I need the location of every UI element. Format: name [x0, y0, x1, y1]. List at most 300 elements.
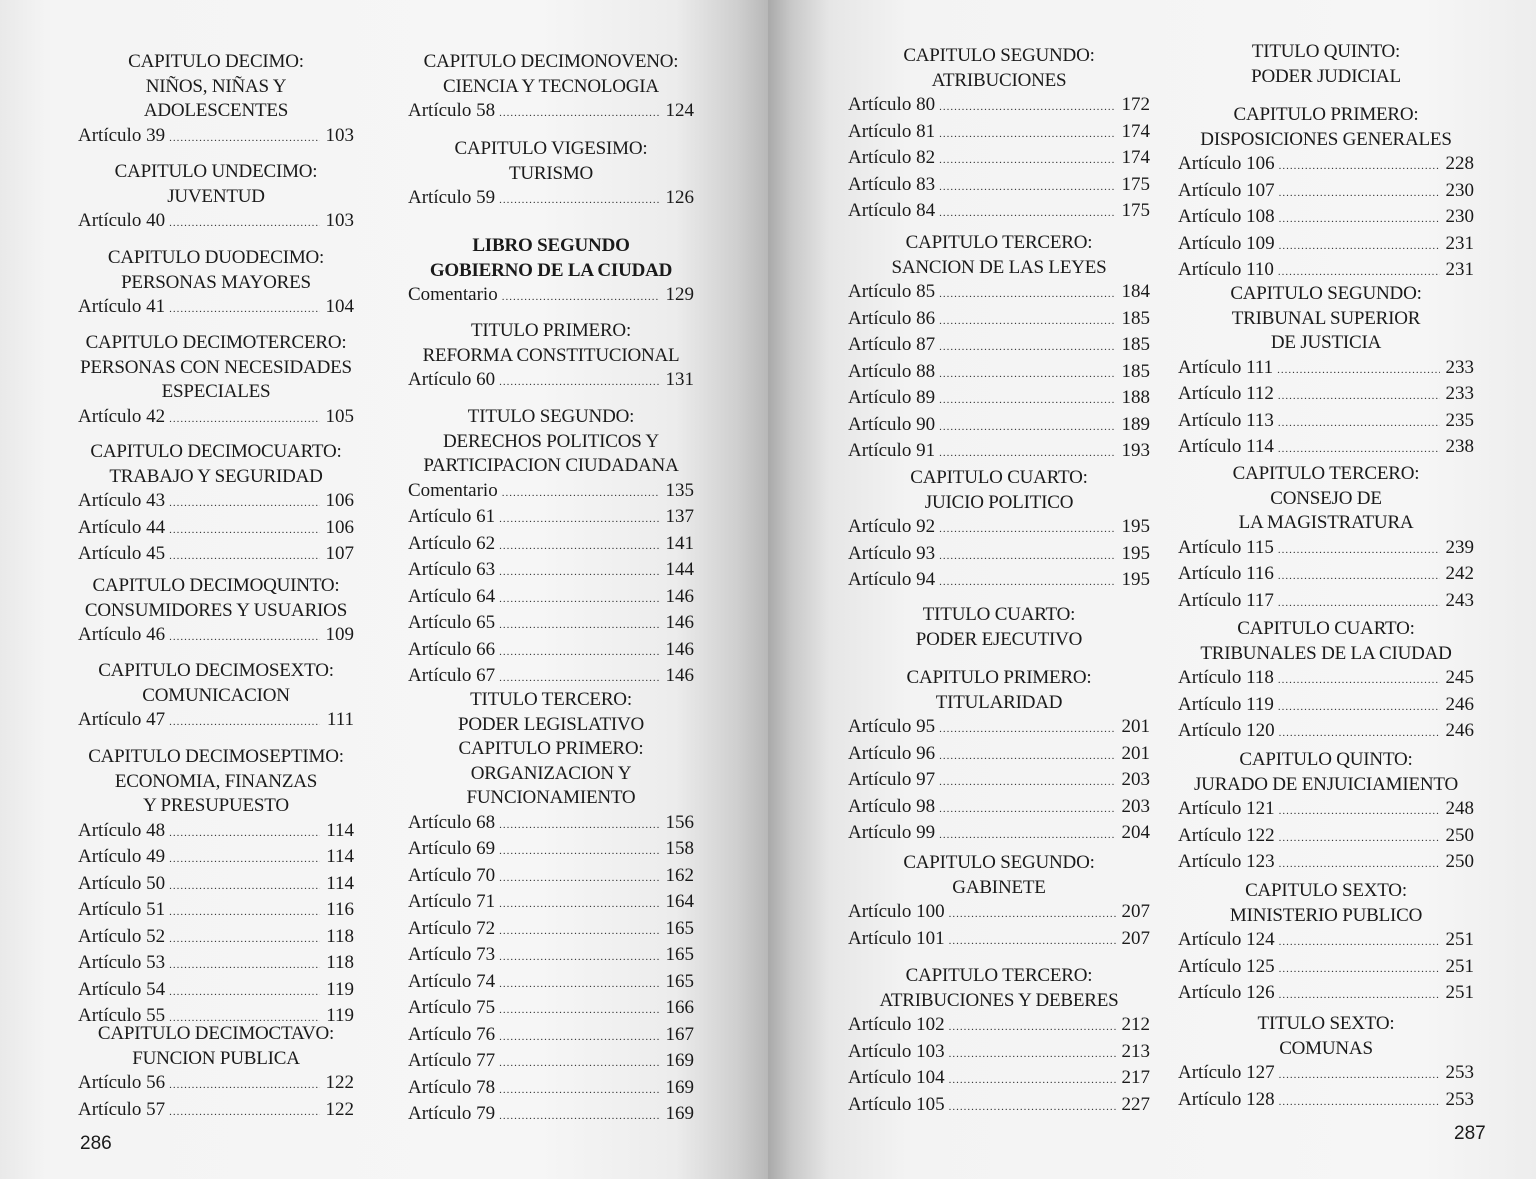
entry-page: 116	[326, 899, 354, 920]
index-entry	[408, 996, 694, 1023]
index-section	[1178, 462, 1474, 615]
index-section	[408, 405, 694, 691]
dot-leader	[1279, 721, 1440, 746]
dot-leader	[169, 126, 320, 151]
entry-label: Artículo 73	[408, 944, 496, 965]
entry-page: 203	[1121, 795, 1150, 817]
entry-label: Artículo 57	[78, 1098, 166, 1120]
entry-page: 251	[1445, 929, 1474, 950]
index-section	[78, 574, 354, 650]
entry-page: 111	[326, 709, 354, 730]
entry-page: 175	[1121, 200, 1150, 221]
dot-leader	[499, 998, 660, 1023]
section-heading: CAPITULO TERCERO:	[1232, 463, 1420, 484]
entry-label: Artículo 39	[78, 124, 166, 146]
dot-leader	[939, 797, 1116, 822]
index-section	[848, 603, 1150, 652]
section-heading: COMUNAS	[1279, 1037, 1373, 1059]
entry-page: 184	[1121, 281, 1150, 302]
dot-leader	[1279, 234, 1440, 259]
index-entry	[848, 1040, 1150, 1067]
entry-label: Artículo 51	[78, 899, 166, 920]
section-heading: FUNCION PUBLICA	[132, 1047, 300, 1069]
dot-leader	[499, 587, 660, 612]
index-entry	[848, 439, 1150, 466]
entry-label: Artículo 50	[78, 872, 166, 894]
dot-leader	[169, 927, 320, 952]
dot-leader	[499, 839, 660, 864]
index-entry	[848, 568, 1150, 595]
entry-label: Artículo 119	[1178, 693, 1274, 715]
entry-page: 131	[665, 369, 694, 390]
section-heading: LA MAGISTRATURA	[1238, 512, 1414, 533]
index-section	[78, 659, 354, 735]
entry-label: Artículo 67	[408, 665, 496, 686]
entry-label: Artículo 120	[1178, 720, 1275, 741]
entry-label: Artículo 96	[848, 742, 936, 764]
entry-label: Artículo 124	[1178, 929, 1275, 950]
entry-page: 164	[665, 891, 694, 912]
entry-page: 253	[1445, 1088, 1474, 1110]
entry-page: 165	[665, 944, 694, 965]
entry-page: 250	[1445, 824, 1474, 846]
dot-leader	[939, 201, 1116, 226]
section-heading: CAPITULO DECIMOTERCERO:	[85, 332, 347, 353]
index-entry	[1178, 356, 1474, 383]
entry-page: 118	[326, 952, 354, 973]
entry-label: Artículo 113	[1178, 409, 1274, 431]
index-entry	[848, 821, 1150, 848]
dot-leader	[499, 507, 660, 532]
index-entry	[408, 917, 694, 944]
section-heading: JUVENTUD	[167, 185, 265, 207]
entry-page: 227	[1121, 1093, 1150, 1115]
index-entry	[1178, 152, 1474, 179]
entry-label: Artículo 123	[1178, 851, 1275, 872]
index-entry	[848, 280, 1150, 307]
dot-leader	[499, 1051, 660, 1076]
dot-leader	[499, 1104, 660, 1129]
section-heading: CAPITULO SEGUNDO:	[903, 852, 1095, 873]
dot-leader	[939, 517, 1116, 542]
entry-label: Artículo 56	[78, 1072, 166, 1093]
index-entry	[408, 664, 694, 691]
dot-leader	[1279, 1090, 1440, 1115]
index-entry	[1178, 435, 1474, 462]
section-heading: CAPITULO SEGUNDO:	[1230, 283, 1422, 304]
section-heading: CAPITULO DECIMO:	[128, 51, 304, 72]
entry-page: 230	[1445, 206, 1474, 227]
section-heading: ATRIBUCIONES Y DEBERES	[879, 989, 1119, 1011]
index-entry	[78, 1098, 354, 1125]
section-heading: CAPITULO TERCERO:	[905, 232, 1093, 253]
entry-label: Artículo 101	[848, 927, 945, 949]
index-section	[848, 466, 1150, 595]
dot-leader	[169, 544, 320, 569]
index-section	[78, 160, 354, 236]
entry-label: Artículo 102	[848, 1014, 945, 1035]
entry-page: 207	[1121, 927, 1150, 949]
entry-page: 253	[1445, 1062, 1474, 1083]
index-entry	[1178, 536, 1474, 563]
index-section	[848, 851, 1150, 953]
dot-leader	[1278, 260, 1440, 285]
dot-leader	[939, 717, 1116, 742]
dot-leader	[939, 823, 1116, 848]
section-heading: ADOLESCENTES	[143, 100, 289, 121]
section-heading: CONSEJO DE	[1270, 487, 1382, 509]
index-entry	[408, 505, 694, 532]
dot-leader	[169, 874, 320, 899]
dot-leader	[502, 285, 660, 310]
entry-page: 144	[665, 559, 694, 580]
entry-label: Artículo 71	[408, 891, 496, 912]
entry-page: 137	[665, 506, 694, 527]
index-entry	[848, 413, 1150, 440]
dot-leader	[499, 188, 660, 213]
index-entry	[78, 295, 354, 322]
entry-label: Comentario	[408, 284, 498, 305]
index-section	[78, 440, 354, 569]
entry-label: Artículo 80	[848, 94, 936, 115]
index-section	[1178, 748, 1474, 877]
section-heading: TITULO CUARTO:	[922, 604, 1076, 625]
index-entry	[1178, 719, 1474, 746]
index-entry	[78, 623, 354, 650]
entry-page: 189	[1121, 413, 1150, 435]
entry-page: 122	[325, 1098, 354, 1120]
entry-page: 228	[1445, 153, 1474, 174]
dot-leader	[939, 415, 1116, 440]
entry-page: 106	[325, 490, 354, 511]
entry-label: Artículo 114	[1178, 436, 1274, 457]
section-heading: COMUNICACION	[142, 684, 290, 706]
dot-leader	[939, 744, 1116, 769]
dot-leader	[1278, 564, 1440, 589]
entry-label: Artículo 55	[78, 1005, 166, 1026]
dot-leader	[169, 1100, 320, 1125]
index-entry	[1178, 850, 1474, 877]
entry-page: 129	[665, 284, 694, 305]
index-entry	[1178, 928, 1474, 955]
entry-page: 166	[665, 997, 694, 1018]
section-heading: DISPOSICIONES GENERALES	[1200, 128, 1452, 150]
entry-label: Artículo 47	[78, 709, 166, 730]
index-section	[78, 1022, 354, 1124]
section-heading: PERSONAS MAYORES	[121, 271, 311, 293]
entry-label: Artículo 60	[408, 369, 496, 390]
section-heading: CAPITULO DECIMOSEXTO:	[98, 660, 334, 681]
section-heading: CAPITULO TERCERO:	[905, 965, 1093, 986]
dot-leader	[939, 282, 1116, 307]
section-heading: CAPITULO DECIMOCTAVO:	[97, 1023, 335, 1044]
entry-page: 185	[1121, 360, 1150, 382]
entry-label: Artículo 121	[1178, 798, 1275, 819]
dot-leader	[1278, 668, 1440, 693]
entry-page: 217	[1121, 1067, 1150, 1088]
index-section	[78, 246, 354, 322]
entry-page: 103	[325, 124, 354, 146]
entry-label: Artículo 42	[78, 405, 166, 427]
index-entry	[848, 927, 1150, 954]
index-entry	[848, 742, 1150, 769]
section-heading: CONSUMIDORES Y USUARIOS	[84, 599, 348, 621]
entry-label: Artículo 127	[1178, 1062, 1275, 1083]
section-heading: PODER JUDICIAL	[1251, 65, 1401, 87]
dot-leader	[1279, 957, 1440, 982]
dot-leader	[1278, 437, 1440, 462]
entry-label: Artículo 44	[78, 516, 166, 538]
index-entry	[78, 489, 354, 516]
entry-page: 141	[665, 532, 694, 554]
entry-page: 175	[1121, 173, 1150, 195]
dot-leader	[169, 710, 320, 735]
section-heading: ESPECIALES	[161, 381, 271, 402]
entry-label: Artículo 72	[408, 917, 496, 939]
index-entry	[408, 186, 694, 213]
index-entry	[1178, 1088, 1474, 1115]
index-entry	[408, 532, 694, 559]
index-entry	[848, 199, 1150, 226]
index-entry	[848, 900, 1150, 927]
index-entry	[408, 1102, 694, 1129]
entry-page: 169	[665, 1050, 694, 1071]
dot-leader	[949, 1042, 1116, 1067]
dot-leader	[169, 297, 320, 322]
dot-leader	[169, 821, 320, 846]
section-heading: MINISTERIO PUBLICO	[1229, 904, 1423, 926]
entry-page: 114	[326, 846, 354, 867]
entry-label: Artículo 58	[408, 100, 496, 121]
index-entry	[848, 1093, 1150, 1120]
entry-page: 231	[1445, 232, 1474, 254]
index-entry	[78, 819, 354, 846]
entry-page: 185	[1121, 307, 1150, 329]
index-entry	[408, 943, 694, 970]
section-heading: CAPITULO DECIMOCUARTO:	[90, 441, 342, 462]
section-heading: CAPITULO DUODECIMO:	[107, 247, 325, 268]
index-entry	[848, 146, 1150, 173]
entry-label: Artículo 112	[1178, 383, 1274, 404]
entry-page: 119	[326, 978, 354, 1000]
index-entry	[408, 99, 694, 126]
index-entry	[78, 872, 354, 899]
dot-leader	[939, 441, 1116, 466]
entry-page: 107	[325, 543, 354, 564]
entry-page: 195	[1121, 569, 1150, 590]
dot-leader	[1278, 411, 1440, 436]
entry-page: 185	[1121, 334, 1150, 355]
entry-label: Artículo 108	[1178, 206, 1275, 227]
index-entry	[78, 516, 354, 543]
dot-leader	[499, 945, 660, 970]
index-entry	[1178, 409, 1474, 436]
dot-leader	[949, 929, 1116, 954]
index-entry	[1178, 693, 1474, 720]
index-entry	[848, 795, 1150, 822]
entry-label: Artículo 82	[848, 147, 936, 168]
entry-page: 165	[665, 970, 694, 992]
section-heading: CAPITULO PRIMERO:	[906, 667, 1092, 688]
index-entry	[78, 405, 354, 432]
index-entry	[848, 120, 1150, 147]
section-heading: SANCION DE LAS LEYES	[891, 256, 1107, 278]
entry-label: Artículo 100	[848, 901, 945, 922]
index-section	[78, 50, 354, 150]
index-section	[78, 331, 354, 431]
entry-label: Artículo 62	[408, 532, 496, 554]
dot-leader	[169, 1073, 320, 1098]
section-heading: JURADO DE ENJUICIAMIENTO	[1193, 773, 1458, 795]
dot-leader	[1279, 983, 1440, 1008]
entry-page: 146	[665, 665, 694, 686]
entry-label: Artículo 103	[848, 1040, 945, 1062]
entry-page: 146	[665, 612, 694, 633]
index-entry	[848, 768, 1150, 795]
entry-label: Artículo 106	[1178, 153, 1275, 174]
index-section	[408, 50, 694, 126]
dot-leader	[499, 1025, 660, 1050]
entry-label: Artículo 125	[1178, 955, 1275, 977]
dot-leader	[499, 101, 660, 126]
entry-page: 104	[325, 296, 354, 317]
section-heading: PODER EJECUTIVO	[915, 628, 1083, 650]
index-entry	[78, 898, 354, 925]
entry-label: Comentario	[408, 479, 498, 501]
index-entry	[408, 638, 694, 665]
dot-leader	[1278, 384, 1440, 409]
dot-leader	[502, 481, 660, 506]
index-entry	[408, 811, 694, 838]
entry-page: 201	[1121, 716, 1150, 737]
dot-leader	[939, 770, 1116, 795]
dot-leader	[169, 407, 320, 432]
index-entry	[848, 715, 1150, 742]
index-entry	[408, 558, 694, 585]
index-entry	[1178, 666, 1474, 693]
entry-label: Artículo 92	[848, 516, 936, 537]
dot-leader	[1279, 181, 1440, 206]
index-entry	[1178, 981, 1474, 1008]
dot-leader	[939, 122, 1116, 147]
entry-label: Artículo 77	[408, 1050, 496, 1071]
dot-leader	[169, 518, 320, 543]
entry-page: 158	[665, 838, 694, 859]
section-heading: TITULO QUINTO:	[1251, 41, 1401, 62]
dot-leader	[939, 95, 1116, 120]
index-entry	[1178, 955, 1474, 982]
dot-leader	[939, 388, 1116, 413]
index-entry	[408, 864, 694, 891]
index-section	[848, 666, 1150, 848]
index-section	[1178, 1012, 1474, 1114]
entry-page: 248	[1445, 798, 1474, 819]
index-section	[848, 964, 1150, 1119]
index-entry	[78, 708, 354, 735]
dot-leader	[499, 613, 660, 638]
dot-leader	[1278, 538, 1440, 563]
entry-page: 109	[325, 624, 354, 645]
dot-leader	[949, 1015, 1116, 1040]
entry-label: Artículo 89	[848, 387, 936, 408]
entry-label: Artículo 49	[78, 846, 166, 867]
dot-leader	[169, 625, 320, 650]
entry-page: 233	[1445, 356, 1474, 378]
section-heading: TITULO TERCERO:	[470, 689, 632, 710]
entry-label: Artículo 78	[408, 1076, 496, 1098]
index-section	[1178, 282, 1474, 462]
entry-page: 188	[1121, 387, 1150, 408]
section-heading: PODER LEGISLATIVO	[457, 713, 645, 735]
dot-leader	[499, 892, 660, 917]
dot-leader	[499, 866, 660, 891]
page-number: 287	[1454, 1123, 1486, 1144]
entry-label: Artículo 117	[1178, 589, 1274, 611]
section-heading: CAPITULO PRIMERO:	[1233, 104, 1419, 125]
entry-label: Artículo 98	[848, 795, 936, 817]
index-section	[408, 688, 694, 1129]
entry-page: 103	[325, 210, 354, 231]
entry-page: 126	[665, 187, 694, 208]
entry-label: Artículo 111	[1178, 356, 1274, 378]
entry-page: 207	[1121, 901, 1150, 922]
index-entry	[848, 93, 1150, 120]
entry-label: Artículo 94	[848, 569, 936, 590]
section-heading: CAPITULO DECIMOSEPTIMO:	[88, 746, 344, 767]
dot-leader	[499, 813, 660, 838]
entry-label: Artículo 86	[848, 307, 936, 329]
dot-leader	[499, 640, 660, 665]
section-heading: GOBIERNO DE LA CIUDAD	[429, 259, 673, 281]
entry-label: Artículo 48	[78, 819, 166, 841]
index-entry	[848, 515, 1150, 542]
index-entry	[848, 542, 1150, 569]
index-entry	[848, 1066, 1150, 1093]
entry-label: Artículo 41	[78, 296, 166, 317]
section-heading: ECONOMIA, FINANZAS	[114, 770, 318, 792]
entry-page: 213	[1121, 1040, 1150, 1062]
index-entry	[408, 611, 694, 638]
entry-label: Artículo 118	[1178, 667, 1274, 688]
section-heading: TURISMO	[508, 162, 594, 184]
dot-leader	[499, 919, 660, 944]
entry-label: Artículo 59	[408, 187, 496, 208]
dot-leader	[939, 570, 1116, 595]
dot-leader	[169, 953, 320, 978]
section-heading: NIÑOS, NIÑAS Y	[145, 75, 287, 97]
section-heading: PERSONAS CON NECESIDADES	[80, 356, 352, 378]
entry-page: 122	[325, 1072, 354, 1093]
index-section	[848, 231, 1150, 466]
entry-page: 156	[665, 811, 694, 833]
index-entry	[1178, 1061, 1474, 1088]
index-entry	[408, 837, 694, 864]
entry-page: 203	[1121, 769, 1150, 790]
entry-label: Artículo 128	[1178, 1088, 1275, 1110]
entry-label: Artículo 93	[848, 542, 936, 564]
section-heading: GABINETE	[952, 876, 1046, 898]
index-entry	[1178, 797, 1474, 824]
dot-leader	[939, 335, 1116, 360]
dot-leader	[949, 902, 1116, 927]
entry-label: Artículo 81	[848, 120, 936, 142]
index-section	[1178, 103, 1474, 285]
dot-leader	[939, 544, 1116, 569]
index-entry	[848, 173, 1150, 200]
entry-label: Artículo 79	[408, 1103, 496, 1124]
page-number: 286	[80, 1133, 112, 1154]
entry-page: 169	[665, 1076, 694, 1098]
